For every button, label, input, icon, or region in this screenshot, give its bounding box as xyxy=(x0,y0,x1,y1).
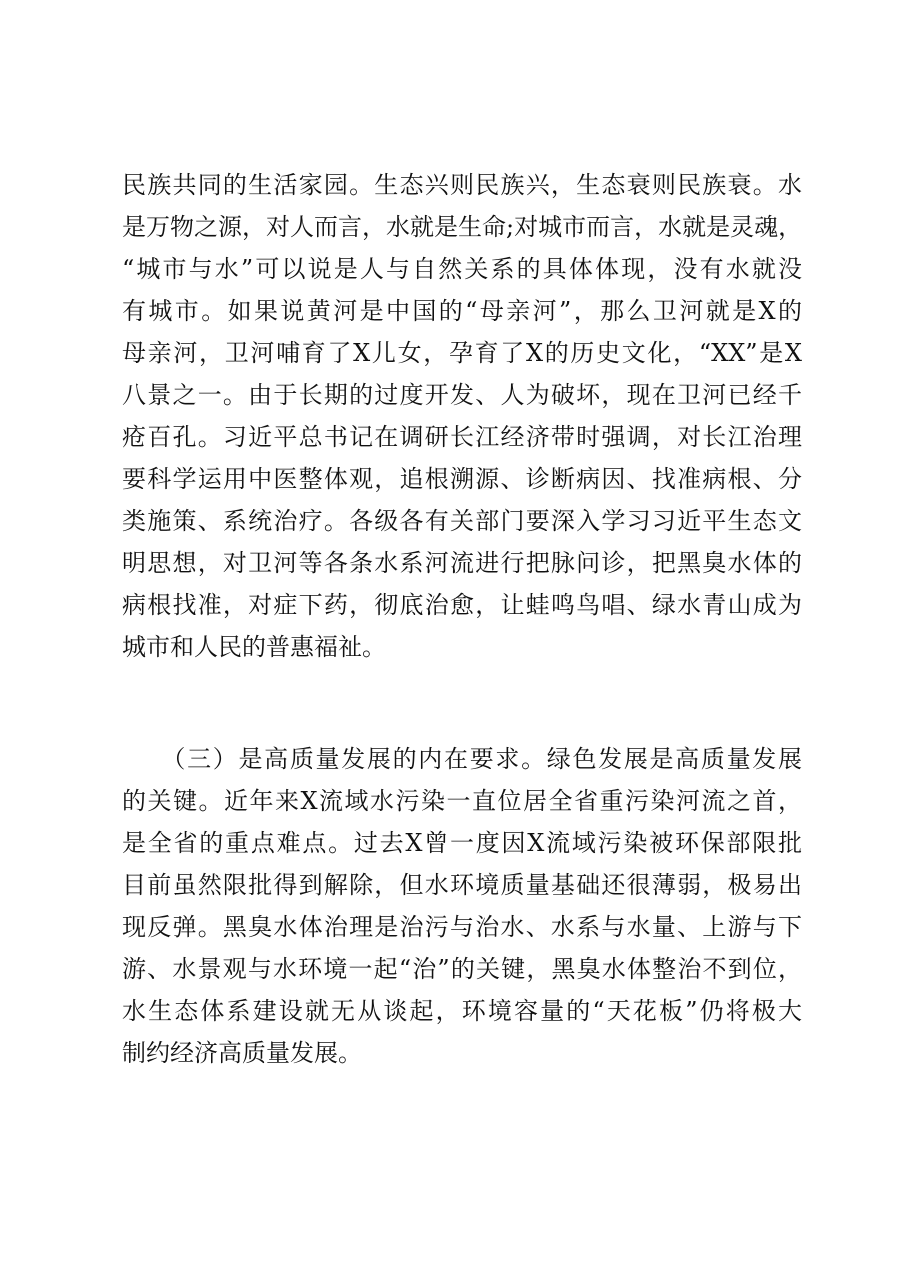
paragraph-2 xyxy=(122,738,802,1074)
text-line: 民族共同的生活家园。生态兴则民族兴，生态衰则民族衰。水 xyxy=(122,171,802,199)
text-line: 目前虽然限批得到解除，但水环境质量基础还很薄弱，极易出 xyxy=(122,871,802,899)
text-line: 要科学运用中医整体观，追根溯源、诊断病因、找准病根、分 xyxy=(122,465,802,493)
text-line: 明思想，对卫河等各条水系河流进行把脉问诊，把黑臭水体的 xyxy=(122,549,802,577)
text-line: “城市与水”可以说是人与自然关系的具体体现，没有水就没 xyxy=(122,255,802,283)
text-line: 疮百孔。习近平总书记在调研长江经济带时强调，对长江治理 xyxy=(122,423,802,451)
text-line: 游、水景观与水环境一起“治”的关键，黑臭水体整治不到位， xyxy=(122,955,802,983)
text-line: 的关键。近年来X流域水污染一直位居全省重污染河流之首， xyxy=(122,787,802,815)
text-line: 是全省的重点难点。过去X曾一度因X流域污染被环保部限批 xyxy=(122,829,802,857)
text-line: 病根找准，对症下药，彻底治愈，让蛙鸣鸟唱、绿水青山成为 xyxy=(122,591,802,619)
text-line: 水生态体系建设就无从谈起，环境容量的“天花板”仍将极大 xyxy=(122,997,802,1025)
text-line: 八景之一。由于长期的过度开发、人为破坏，现在卫河已经千 xyxy=(122,381,802,409)
text-line: 是万物之源，对人而言，水就是生命;对城市而言，水就是灵魂， xyxy=(122,213,803,241)
text-line: 制约经济高质量发展。 xyxy=(122,1039,362,1067)
section-heading-line: （三）是高质量发展的内在要求。绿色发展是高质量发展 xyxy=(122,745,802,773)
paragraph-1 xyxy=(122,164,802,668)
text-line: 城市和人民的普惠福祉。 xyxy=(122,633,386,661)
text-line: 有城市。如果说黄河是中国的“母亲河”，那么卫河就是X的 xyxy=(122,297,802,325)
text-line: 类施策、系统治疗。各级各有关部门要深入学习习近平生态文 xyxy=(122,507,802,535)
text-line: 母亲河，卫河哺育了X儿女，孕育了X的历史文化，“XX”是X xyxy=(122,339,802,367)
text-line: 现反弹。黑臭水体治理是治污与治水、水系与水量、上游与下 xyxy=(122,913,802,941)
